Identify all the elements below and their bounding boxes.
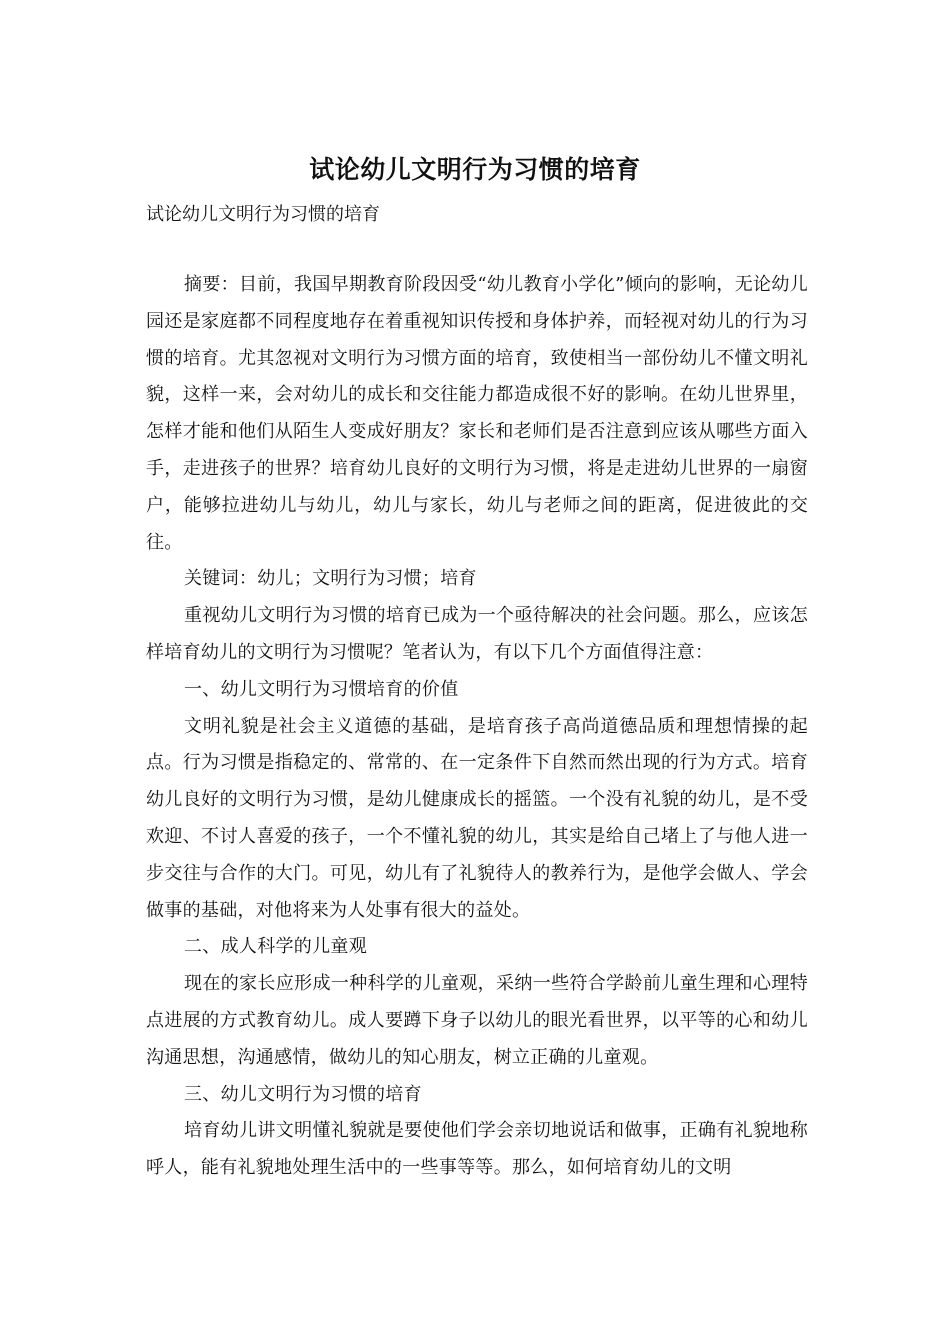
section-3-paragraph: 培育幼儿讲文明懂礼貌就是要使他们学会亲切地说话和做事，正确有礼貌地称呼人，能有礼貌地处理生活中的一些事等等。那么，如何培育幼儿的文明 — [146, 1120, 808, 1179]
abstract-paragraph: 摘要：目前，我国早期教育阶段因受“幼儿教育小学化”倾向的影响，无论幼儿园还是家庭都不同程度地存在着重视知识传授和身体护养，而轻视对幼儿的行为习惯的培育。尤其忽视对文明行为习惯方面的培育，致使相当一部份幼儿不懂文明礼貌，这样一来，会对幼儿的成长和交往能力都造成很不好的影响。在幼儿世界里，怎样才能和他们从陌生人变成好朋友？家长和老师们是否注意到应该从哪些方面入手，走进孩子的世界？培育幼儿良好的文明行为习惯，将是走进幼儿世界的一扇窗户，能够拉进幼儿与幼儿，幼儿与家长，幼儿与老师之间的距离，促进彼此的交往。 — [146, 274, 808, 553]
intro-paragraph: 重视幼儿文明行为习惯的培育已成为一个亟待解决的社会问题。那么，应该怎样培育幼儿的文明行为习惯呢？笔者认为，有以下几个方面值得注意： — [146, 605, 808, 663]
section-heading-3: 三、幼儿文明行为习惯的培育 — [184, 1083, 422, 1105]
section-2-paragraph: 现在的家长应形成一种科学的儿童观，采纳一些符合学龄前儿童生理和心理特点进展的方式教育幼儿。成人要蹲下身子以幼儿的眼光看世界，以平等的心和幼儿沟通思想，沟通感情，做幼儿的知心朋友，树立正确的儿童观。 — [146, 973, 808, 1068]
section-heading-2: 二、成人科学的儿童观 — [184, 936, 367, 958]
document-subtitle: 试论幼儿文明行为习惯的培育 — [146, 204, 380, 225]
document-title: 试论幼儿文明行为习惯的培育 — [309, 155, 641, 184]
section-heading-1: 一、幼儿文明行为习惯培育的价值 — [184, 678, 459, 700]
document-body — [146, 267, 808, 1187]
section-1-paragraph: 文明礼貌是社会主义道德的基础，是培育孩子高尚道德品质和理想情操的起点。行为习惯是指稳定的、常常的、在一定条件下自然而然出现的行为方式。培育幼儿良好的文明行为习惯，是幼儿健康成长的摇篮。一个没有礼貌的幼儿，是不受欢迎、不讨人喜爱的孩子，一个不懂礼貌的幼儿，其实是给自己堵上了与他人进一步交往与合作的大门。可见，幼儿有了礼貌待人的教养行为，是他学会做人、学会做事的基础，对他将来为人处事有很大的益处。 — [146, 715, 808, 921]
keywords-paragraph: 关键词：幼儿；文明行为习惯；培育 — [184, 568, 477, 590]
